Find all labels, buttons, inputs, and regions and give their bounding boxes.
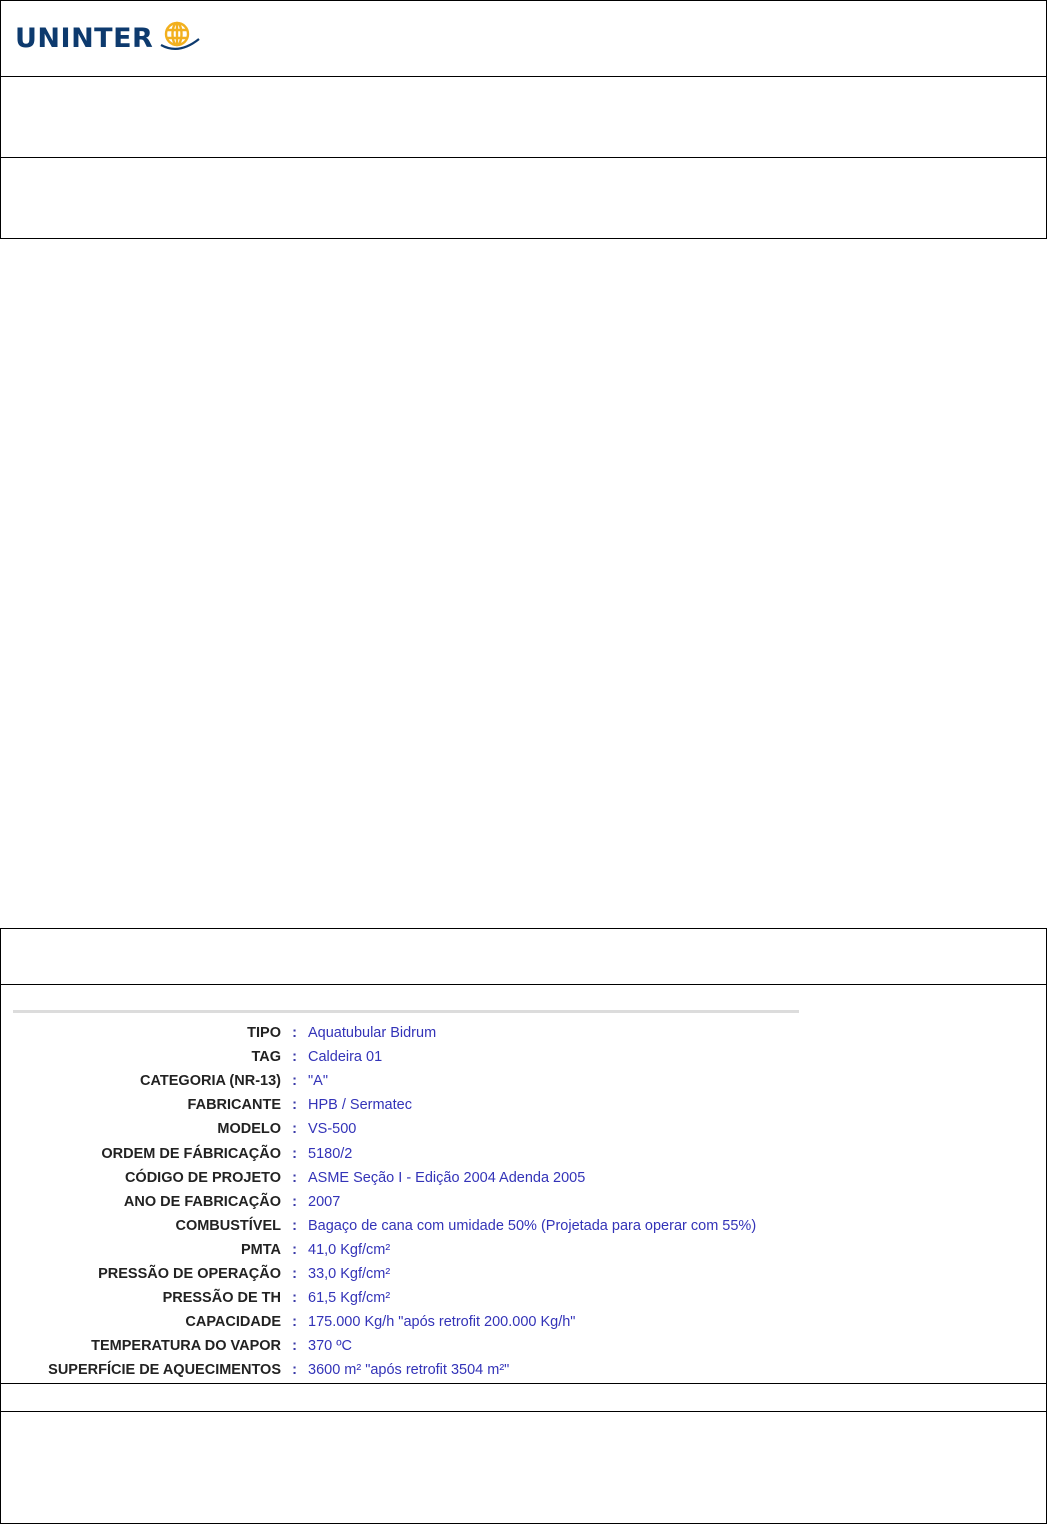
- spec-value: 370 ºC: [308, 1338, 352, 1355]
- spec-row: [1, 1093, 756, 1117]
- spec-label: MODELO: [217, 1121, 281, 1138]
- spec-row: [1, 1310, 756, 1334]
- spec-separator: :: [292, 1073, 297, 1090]
- spec-value: VS-500: [308, 1121, 357, 1138]
- spec-label: CÓDIGO DE PROJETO: [124, 1169, 281, 1186]
- spec-value: HPB / Sermatec: [308, 1097, 412, 1114]
- spec-value: 33,0 Kgf/cm²: [308, 1265, 391, 1282]
- spec-content-cell: [0, 984, 1047, 1383]
- spec-value: 5180/2: [308, 1145, 353, 1162]
- boiler-spec-table: [1, 1021, 756, 1382]
- spec-separator: :: [292, 1362, 297, 1379]
- spec-separator: :: [292, 1097, 297, 1114]
- spec-row: [1, 1117, 756, 1141]
- spec-separator: :: [292, 1314, 297, 1331]
- spec-row: [1, 1262, 756, 1286]
- spec-separator: :: [292, 1169, 297, 1186]
- spec-separator: :: [292, 1241, 297, 1258]
- spec-label: CAPACIDADE: [185, 1314, 281, 1331]
- spec-row: [1, 1166, 756, 1190]
- spec-value: 175.000 Kg/h "após retrofit 200.000 Kg/h": [308, 1314, 576, 1331]
- spec-label: PRESSÃO DE TH: [162, 1290, 281, 1307]
- spec-label: PMTA: [240, 1241, 281, 1258]
- spec-value: 61,5 Kgf/cm²: [308, 1290, 391, 1307]
- header-row-3: [0, 157, 1047, 239]
- spec-row: [1, 1069, 756, 1093]
- spec-label: ANO DE FABRICAÇÃO: [123, 1193, 281, 1210]
- spec-separator: :: [292, 1290, 297, 1307]
- spec-row: [1, 1045, 756, 1069]
- spec-value: 2007: [308, 1193, 341, 1210]
- spec-row: [1, 1190, 756, 1214]
- spec-row: [1, 1141, 756, 1165]
- spec-row: [1, 1021, 756, 1045]
- logo-text: UNINTER: [15, 23, 154, 54]
- spec-value: 41,0 Kgf/cm²: [308, 1241, 391, 1258]
- spec-value: "A": [308, 1073, 328, 1090]
- spec-label: CATEGORIA (NR-13): [140, 1073, 281, 1090]
- spec-value: Caldeira 01: [308, 1049, 383, 1066]
- header-logo-cell: [0, 0, 1047, 76]
- spec-separator: :: [292, 1049, 297, 1066]
- spec-label: TEMPERATURA DO VAPOR: [91, 1338, 281, 1355]
- spec-row: [1, 1238, 756, 1262]
- spec-label: FABRICANTE: [187, 1097, 281, 1114]
- spec-value: 3600 m² "após retrofit 3504 m²": [308, 1362, 510, 1379]
- spec-label: COMBUSTÍVEL: [175, 1217, 281, 1234]
- spec-separator: :: [292, 1145, 297, 1162]
- spec-empty-row: [0, 1383, 1047, 1411]
- spec-separator: :: [292, 1217, 297, 1234]
- spec-value: Bagaço de cana com umidade 50% (Projetada para operar com 55%): [308, 1217, 757, 1234]
- spec-row: [1, 1358, 756, 1382]
- spec-top-rule: [13, 1010, 799, 1013]
- uninter-logo: [15, 19, 203, 58]
- spec-separator: :: [292, 1338, 297, 1355]
- spec-label: PRESSÃO DE OPERAÇÃO: [98, 1265, 281, 1282]
- spec-title-cell: [0, 928, 1047, 984]
- spec-value: Aquatubular Bidrum: [308, 1025, 437, 1042]
- header-row-2: [0, 76, 1047, 157]
- globe-mark-icon: [157, 19, 203, 58]
- spec-row: [1, 1214, 756, 1238]
- spec-separator: :: [292, 1265, 297, 1282]
- spec-separator: :: [292, 1025, 297, 1042]
- spec-label: SUPERFÍCIE DE AQUECIMENTOS: [48, 1362, 281, 1379]
- spec-row: [1, 1286, 756, 1310]
- spec-value: ASME Seção I - Edição 2004 Adenda 2005: [308, 1169, 586, 1186]
- spec-separator: :: [292, 1193, 297, 1210]
- spec-label: TIPO: [247, 1025, 281, 1042]
- spec-label: ORDEM DE FÁBRICAÇÃO: [101, 1145, 281, 1162]
- spec-label: TAG: [251, 1049, 281, 1066]
- spec-separator: :: [292, 1121, 297, 1138]
- spec-footer-cell: [0, 1411, 1047, 1524]
- spec-row: [1, 1334, 756, 1358]
